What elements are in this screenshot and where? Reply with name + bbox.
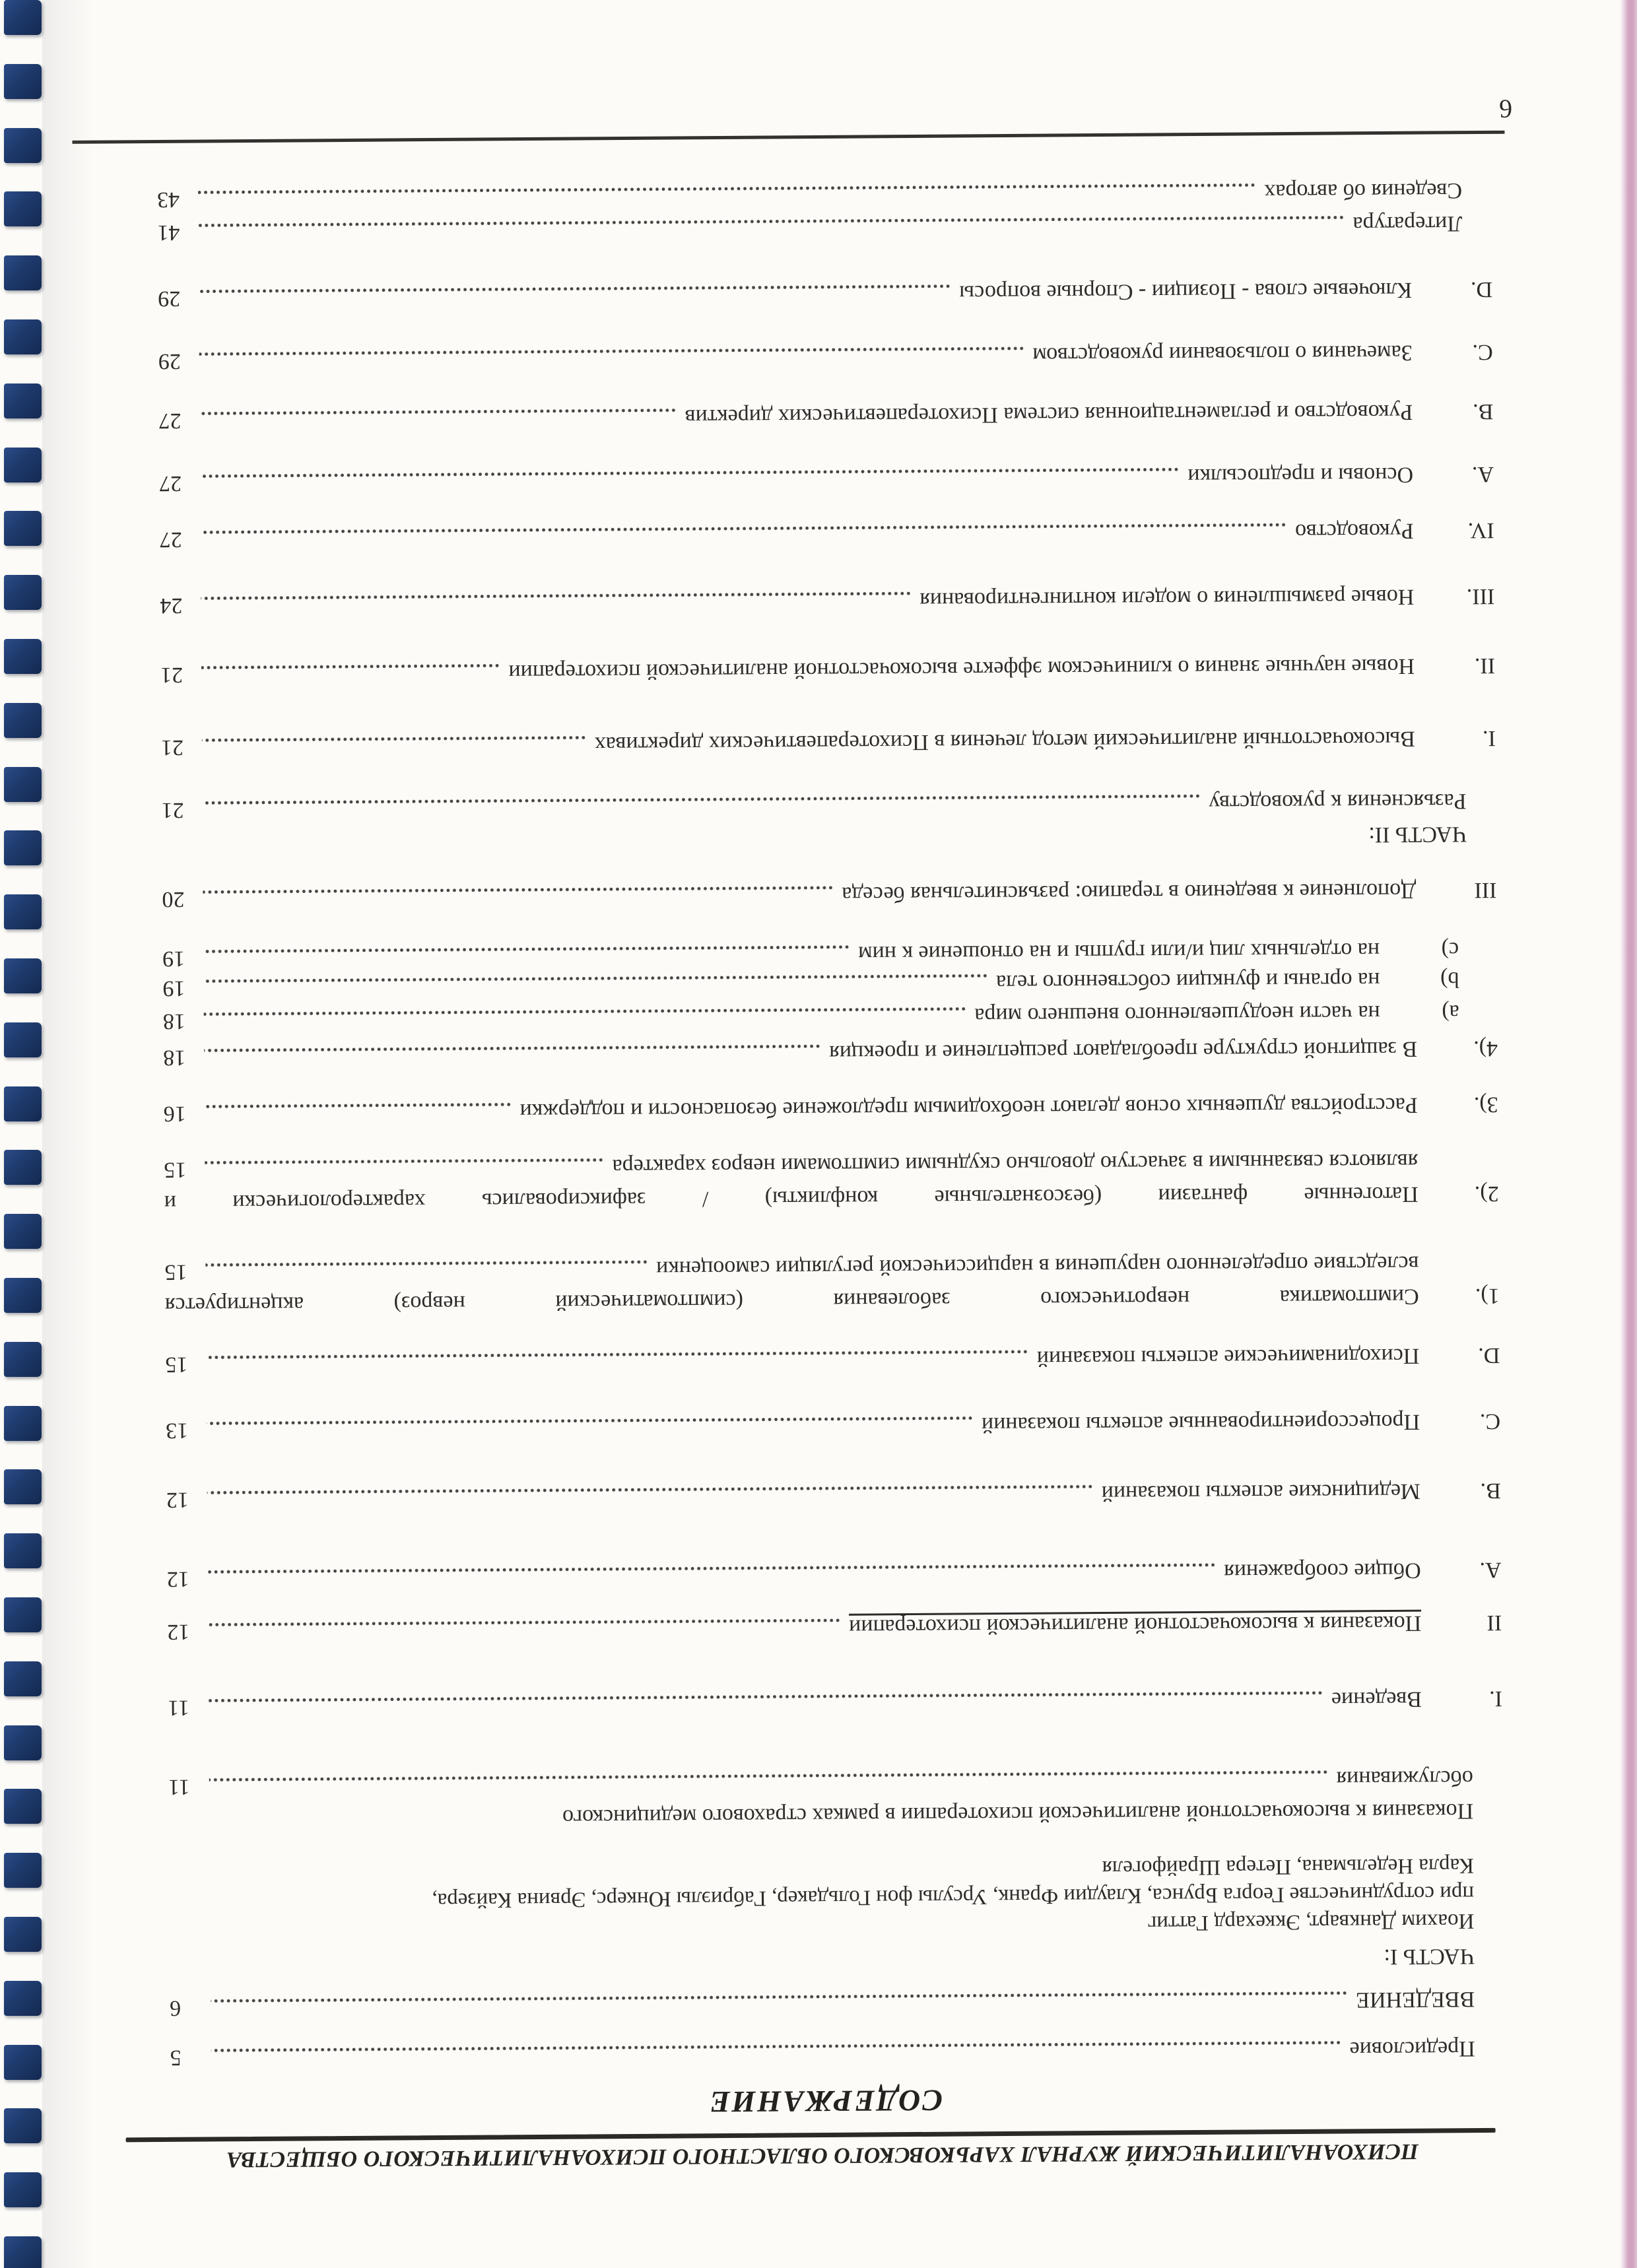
toc-entry <box>166 1477 1501 1514</box>
toc-entry-marker: D. <box>1470 277 1493 302</box>
toc-entry-marker: 2). <box>1474 1181 1499 1207</box>
toc-entry <box>159 460 1494 497</box>
toc-entry-text: Психодинамические аспекты показаний <box>1036 1343 1420 1371</box>
toc-entry-marker: 3). <box>1473 1092 1498 1117</box>
binding-comb-tooth <box>4 2045 42 2080</box>
toc-entry <box>158 397 1493 434</box>
toc-entry-marker: III. <box>1466 584 1495 609</box>
comb-binding <box>0 0 53 2268</box>
toc-entry <box>160 582 1494 619</box>
binding-comb-tooth <box>4 1214 42 1249</box>
dot-leader <box>204 1044 820 1053</box>
toc-part-heading <box>170 1942 1504 1979</box>
toc-entry-text: Общие соображения <box>1224 1558 1421 1584</box>
toc-entry <box>166 1407 1500 1444</box>
dot-leader <box>211 2041 1341 2053</box>
dot-leader <box>205 1158 603 1164</box>
toc-entry-page-number: 43 <box>156 187 180 212</box>
toc-entry-page-number: 6 <box>170 1995 182 2020</box>
toc-entry <box>158 275 1492 312</box>
page-edge-strip <box>1620 0 1637 2268</box>
toc-entry-marker: B. <box>1480 1478 1501 1504</box>
toc-entry-page-number: 27 <box>158 471 182 496</box>
binding-comb-tooth <box>4 767 42 802</box>
binding-comb-tooth <box>4 1981 42 2016</box>
toc-entry <box>167 1556 1502 1593</box>
toc-entry-text: Медицинские аспекты показаний <box>1101 1479 1420 1506</box>
dot-leader <box>206 1350 1027 1360</box>
toc-entry-text: ЧАСТЬ I: <box>1384 1944 1475 1970</box>
toc-entry-text: Симптоматика невротического заболевания (симптоматический невроз) акцентируется <box>164 1284 1419 1317</box>
binding-comb-tooth <box>4 319 42 354</box>
toc-entry-text: Иоахим Данкварт, Эккехард Гаттиг <box>1147 1909 1475 1935</box>
toc-entry-text: Ключевые слова - Позиции - Спорные вопросы <box>959 277 1413 306</box>
toc-entry-page-number: 18 <box>163 1045 186 1070</box>
toc-entry <box>163 998 1498 1035</box>
binding-comb-tooth <box>4 830 42 865</box>
toc-entry-text: Предисловие <box>1349 2036 1475 2062</box>
toc-entry-marker: C. <box>1479 1409 1501 1434</box>
dot-leader <box>208 1563 1215 1574</box>
toc-entry-page-number: 19 <box>162 976 185 1001</box>
toc-authors-block <box>169 1853 1504 1943</box>
binding-comb-tooth <box>4 639 42 674</box>
toc-entry-text: Дополнение к введению в терапию: разъяснительная беседа <box>842 878 1417 907</box>
binding-comb-tooth <box>4 1406 42 1441</box>
toc-entry-page-number: 16 <box>163 1101 186 1126</box>
toc-entry <box>165 1341 1500 1378</box>
toc-entry <box>170 2034 1505 2071</box>
toc-entry <box>167 1609 1502 1646</box>
binding-comb-tooth <box>4 1597 42 1632</box>
binding-comb-tooth <box>4 703 42 738</box>
binding-comb-tooth <box>4 1725 42 1760</box>
toc-entry-text: Патогенные фантазии (безсознательные конфликты) / зафиксировались характерологически и <box>164 1182 1419 1215</box>
binding-comb-tooth <box>4 1853 42 1888</box>
toc-entry-text: Высокочастотный аналитический метод лечения в Психотерапевтических директивах <box>594 726 1415 757</box>
toc-entry-marker: c) <box>1441 937 1459 962</box>
dot-leader <box>199 284 950 294</box>
toc-entry-text: являются связанными в зачастую довольно скудными симптомами невроз характера <box>612 1149 1419 1180</box>
binding-comb-tooth <box>4 2172 42 2207</box>
toc-entry-marker: II. <box>1474 653 1496 679</box>
binding-comb-tooth <box>4 2108 42 2143</box>
toc-entry-text: на отдельных лиц и/или группы и на отношение к ним <box>857 938 1380 966</box>
toc-entry-text: Расстройства душевных основ делают необходимым предложение безопасности и поддержки <box>519 1092 1418 1124</box>
toc-entry-page-number: 12 <box>167 1619 190 1644</box>
toc-entry-text: Сведения об авторах <box>1264 178 1463 205</box>
footer-rule <box>72 131 1504 144</box>
toc-entry-text: Показания к высокочастотной аналитической психотерапии <box>849 1611 1422 1640</box>
dot-leader <box>211 1991 1347 2003</box>
dot-leader <box>198 183 1255 194</box>
binding-comb-tooth <box>4 958 42 993</box>
toc-entry-marker: b) <box>1440 967 1459 992</box>
toc-entry-text: на органы и функции собственного тела <box>995 968 1380 995</box>
dot-leader <box>207 1484 1092 1494</box>
binding-comb-tooth <box>4 1469 42 1504</box>
toc-entry <box>164 1249 1500 1319</box>
toc-entry-marker: I. <box>1482 725 1496 750</box>
toc-entry-text: Разъяснения к руководству <box>1209 789 1467 815</box>
toc-entry-page-number: 11 <box>168 1774 190 1799</box>
binding-comb-tooth <box>4 191 42 226</box>
toc-entry-text: вследствие определенного нарушения в нарциссической регуляции самооценки <box>655 1251 1419 1281</box>
dot-leader <box>207 1416 972 1425</box>
toc-entry <box>157 209 1492 246</box>
toc-entry-marker: 1). <box>1475 1283 1500 1309</box>
toc-entry-page-number: 11 <box>167 1695 189 1720</box>
toc-entry-marker: A. <box>1479 1557 1502 1583</box>
dot-leader <box>199 347 1024 356</box>
dot-leader <box>201 523 1286 534</box>
footer-page-number: 6 <box>1499 94 1513 124</box>
binding-comb-tooth <box>4 1278 42 1313</box>
binding-comb-tooth <box>4 0 42 35</box>
binding-comb-tooth <box>4 448 42 483</box>
binding-comb-tooth <box>4 1533 42 1568</box>
toc-entry <box>164 1090 1498 1127</box>
toc-entry-text: Введение <box>1331 1686 1422 1712</box>
toc-entry-page-number: 19 <box>162 946 185 971</box>
toc-entry-text: Новые размышления о модели контингентирования <box>919 584 1415 613</box>
dot-leader <box>203 974 987 983</box>
toc-entry <box>160 651 1495 688</box>
toc-entry <box>158 338 1493 375</box>
dot-leader <box>209 1770 1327 1782</box>
toc-entry-text: ВВЕДЕНИЕ <box>1356 1987 1475 2013</box>
toc-entry-page-number: 15 <box>165 1352 188 1377</box>
toc-entry-marker: IV. <box>1467 517 1494 543</box>
toc-entry <box>160 516 1494 553</box>
toc-entry-text: Процессориентированные аспекты показаний <box>981 1409 1420 1438</box>
binding-comb-tooth <box>4 64 42 99</box>
toc-entry-text: Новые научные знания о клиническом эффекте высокочастотной аналитической психотерапии <box>508 653 1415 685</box>
toc-entry-page-number: 27 <box>158 408 182 433</box>
toc-entry-text: В защитной структуре преобладают расщепление и проекция <box>829 1036 1418 1065</box>
binding-comb-tooth <box>4 1342 42 1377</box>
toc-entry-text: на части неодушевленного внешнего мира <box>974 1001 1380 1028</box>
toc-part-heading <box>162 820 1496 857</box>
toc-entry-page-number: 15 <box>164 1259 187 1284</box>
toc-entry-page-number: 21 <box>161 797 184 822</box>
toc-entry <box>161 724 1496 761</box>
toc-entry <box>162 876 1496 913</box>
dot-leader <box>201 663 499 669</box>
toc-entry-text: Руководство <box>1294 518 1414 544</box>
dot-leader <box>205 1260 647 1267</box>
toc-entry-page-number: 29 <box>158 286 181 311</box>
toc-entry <box>163 1034 1498 1071</box>
dot-leader <box>202 794 1199 805</box>
dot-leader <box>200 467 1178 478</box>
toc <box>157 176 1505 2071</box>
toc-entry-text: Литература <box>1353 211 1463 237</box>
toc-entry-page-number: 12 <box>166 1566 189 1591</box>
toc-entry-page-number: 21 <box>160 662 184 687</box>
toc-entry-marker: A. <box>1471 461 1494 487</box>
binding-comb-tooth <box>4 384 42 418</box>
toc-entry-marker: I. <box>1489 1686 1503 1711</box>
binding-comb-tooth <box>4 255 42 290</box>
toc-entry-text: Карла Недельмана, Петера Шрайфогеля <box>1102 1853 1474 1881</box>
toc-entry-page-number: 13 <box>165 1418 189 1443</box>
toc-entry-page-number: 20 <box>162 886 185 912</box>
dot-leader <box>205 1102 511 1108</box>
toc-entry-marker: III <box>1474 877 1497 903</box>
binding-comb-tooth <box>4 128 42 163</box>
dot-leader <box>204 1007 966 1016</box>
toc-entry-page-number: 41 <box>157 220 180 245</box>
dot-leader <box>199 408 675 415</box>
toc-entry-page-number: 12 <box>166 1487 189 1512</box>
toc-entry-marker: C. <box>1472 339 1493 365</box>
toc-entry-marker: D. <box>1478 1343 1500 1368</box>
dot-leader <box>203 945 849 954</box>
toc-entry-marker: B. <box>1473 399 1494 424</box>
toc-entry-text: обслуживания <box>1336 1766 1473 1791</box>
toc-entry-page-number: 15 <box>164 1157 187 1182</box>
dot-leader <box>209 1691 1322 1703</box>
dot-leader <box>202 735 585 742</box>
dot-leader <box>203 886 832 894</box>
dot-leader <box>208 1618 840 1627</box>
binding-comb-tooth <box>4 1086 42 1121</box>
binding-comb-tooth <box>4 1917 42 1952</box>
toc-entry-page-number: 18 <box>162 1009 185 1034</box>
dot-leader <box>198 215 1343 227</box>
toc-entry <box>157 176 1492 213</box>
toc-entry <box>168 1764 1504 1834</box>
toc-entry-page-number: 21 <box>160 735 184 760</box>
contents-heading: СОДЕРЖАНИЕ <box>708 2083 943 2119</box>
binding-comb-tooth <box>4 1150 42 1185</box>
toc-entry-text: Руководство и регламентационная система Психотерапевтических директив <box>685 399 1413 430</box>
binding-comb-tooth <box>4 1022 42 1057</box>
toc-entry-text: при сотрудничестве Георга Брунса, Клаудии Франк, Урсулы фон Гольдакер, Габриэлы Юнкерс, Эрвина Кайзера, <box>432 1881 1475 1913</box>
toc-entry-page-number: 24 <box>160 593 183 618</box>
binding-comb-tooth <box>4 894 42 929</box>
toc-entry-marker: II <box>1487 1610 1502 1635</box>
toc-entry <box>164 1147 1499 1217</box>
toc-entry-page-number: 27 <box>159 527 182 552</box>
binding-comb-tooth <box>4 511 42 546</box>
toc-entry <box>170 1985 1504 2022</box>
toc-entry-marker: 4). <box>1473 1036 1498 1061</box>
toc-entry <box>161 787 1496 824</box>
toc-entry <box>168 1684 1502 1721</box>
toc-entry-page-number: 29 <box>158 349 181 374</box>
toc-entry-marker: a) <box>1442 1000 1459 1025</box>
dot-leader <box>201 591 910 601</box>
binding-comb-tooth <box>4 1789 42 1824</box>
toc-entry-text: Замечания о пользовании руководством <box>1032 340 1413 368</box>
binding-comb-tooth <box>4 575 42 610</box>
toc-entry-page-number: 5 <box>170 2045 182 2070</box>
journal-header-title: ПСИХОАНАЛИТИЧЕСКИЙ ЖУРНАЛ ХАРЬКОВСКОГО ОБЛАСТНОГО ПСИХОАНАЛИТИЧЕСКОГО ОБЩЕСТВА <box>226 2139 1419 2172</box>
toc-entry-text: Основы и предпосылки <box>1187 462 1414 489</box>
toc-entry-text: Показания к высокочастотной аналитической психотерапии в рамках страхового медицинского <box>562 1799 1474 1830</box>
toc-entry-text: ЧАСТЬ II: <box>1368 822 1467 848</box>
binding-comb-tooth <box>4 1661 42 1696</box>
binding-comb-tooth <box>4 2236 42 2268</box>
